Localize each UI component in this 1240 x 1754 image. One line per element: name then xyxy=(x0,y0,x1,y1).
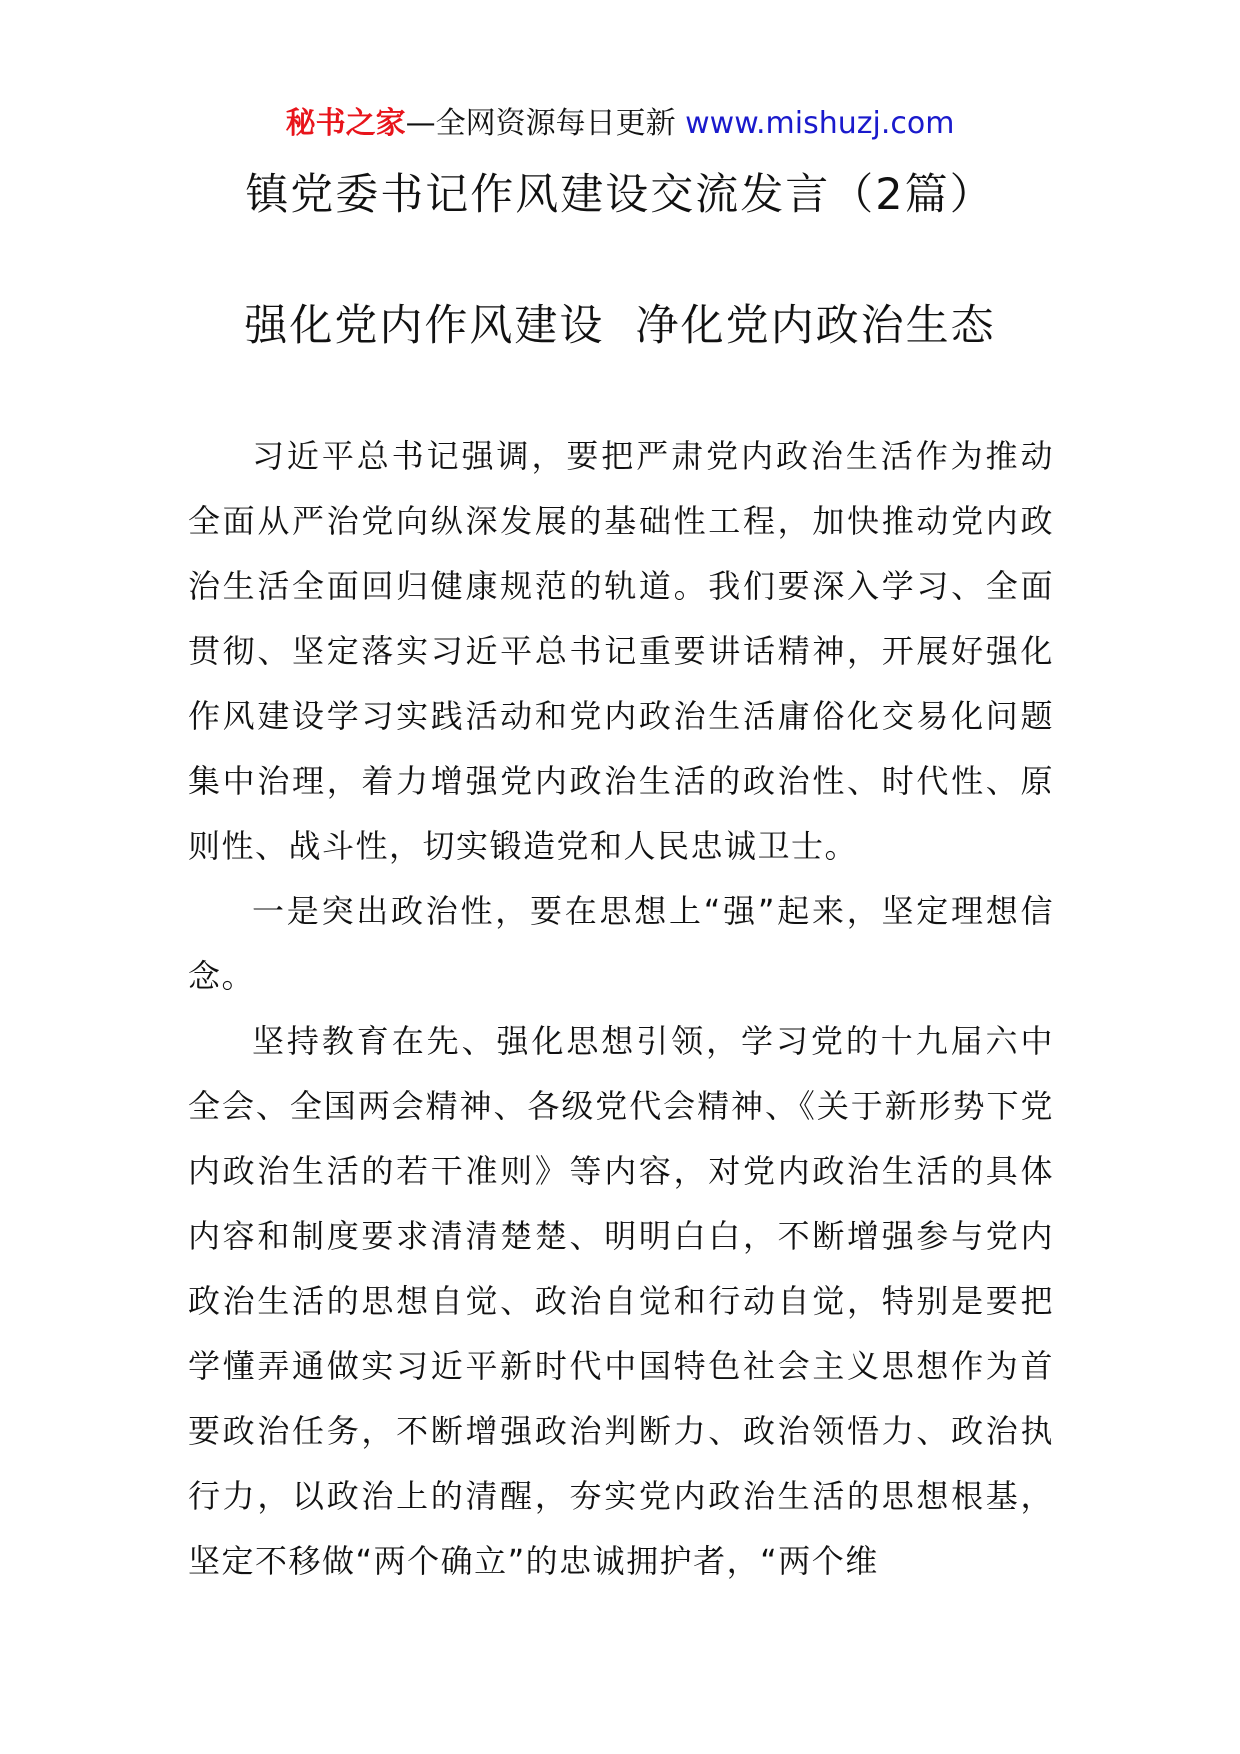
paragraph-point-one: 一是突出政治性，要在思想上“强”起来，坚定理想信念。 xyxy=(188,892,1054,995)
document-body xyxy=(188,424,1054,1594)
section-title: 强化党内作风建设 净化党内政治生态 xyxy=(244,301,996,351)
watermark-url[interactable]: www.mishuzj.com xyxy=(685,106,955,141)
watermark-brand: 秘书之家 xyxy=(285,106,406,141)
watermark-header xyxy=(0,104,1240,144)
paragraph-intro: 习近平总书记强调，要把严肃党内政治生活作为推动全面从严治党向纵深发展的基础性工程，加快推动党内政治生活全面回归健康规范的轨道。我们要深入学习、全面贯彻、坚定落实习近平总书记重要讲话精神，开展好强化作风建设学习实践活动和党内政治生活庸俗化交易化问题集中治理，着力增强党内政治生活的政治性、时代性、原则性、战斗性，切实锻造党和人民忠诚卫士。 xyxy=(188,437,1054,865)
paragraph-education: 坚持教育在先、强化思想引领，学习党的十九届六中全会、全国两会精神、各级党代会精神、《关于新形势下党内政治生活的若干准则》等内容，对党内政治生活的具体内容和制度要求清清楚楚、明明白白，不断增强参与党内政治生活的思想自觉、政治自觉和行动自觉，特别是要把学懂弄通做实习近平新时代中国特色社会主义思想作为首要政治任务，不断增强政治判断力、政治领悟力、政治执行力，以政治上的清醒，夯实党内政治生活的思想根基，坚定不移做“两个确立”的忠诚拥护者，“两个维 xyxy=(188,1022,1054,1580)
document-title: 镇党委书记作风建设交流发言（2篇） xyxy=(245,170,995,220)
watermark-tagline: —全网资源每日更新 xyxy=(405,106,676,141)
